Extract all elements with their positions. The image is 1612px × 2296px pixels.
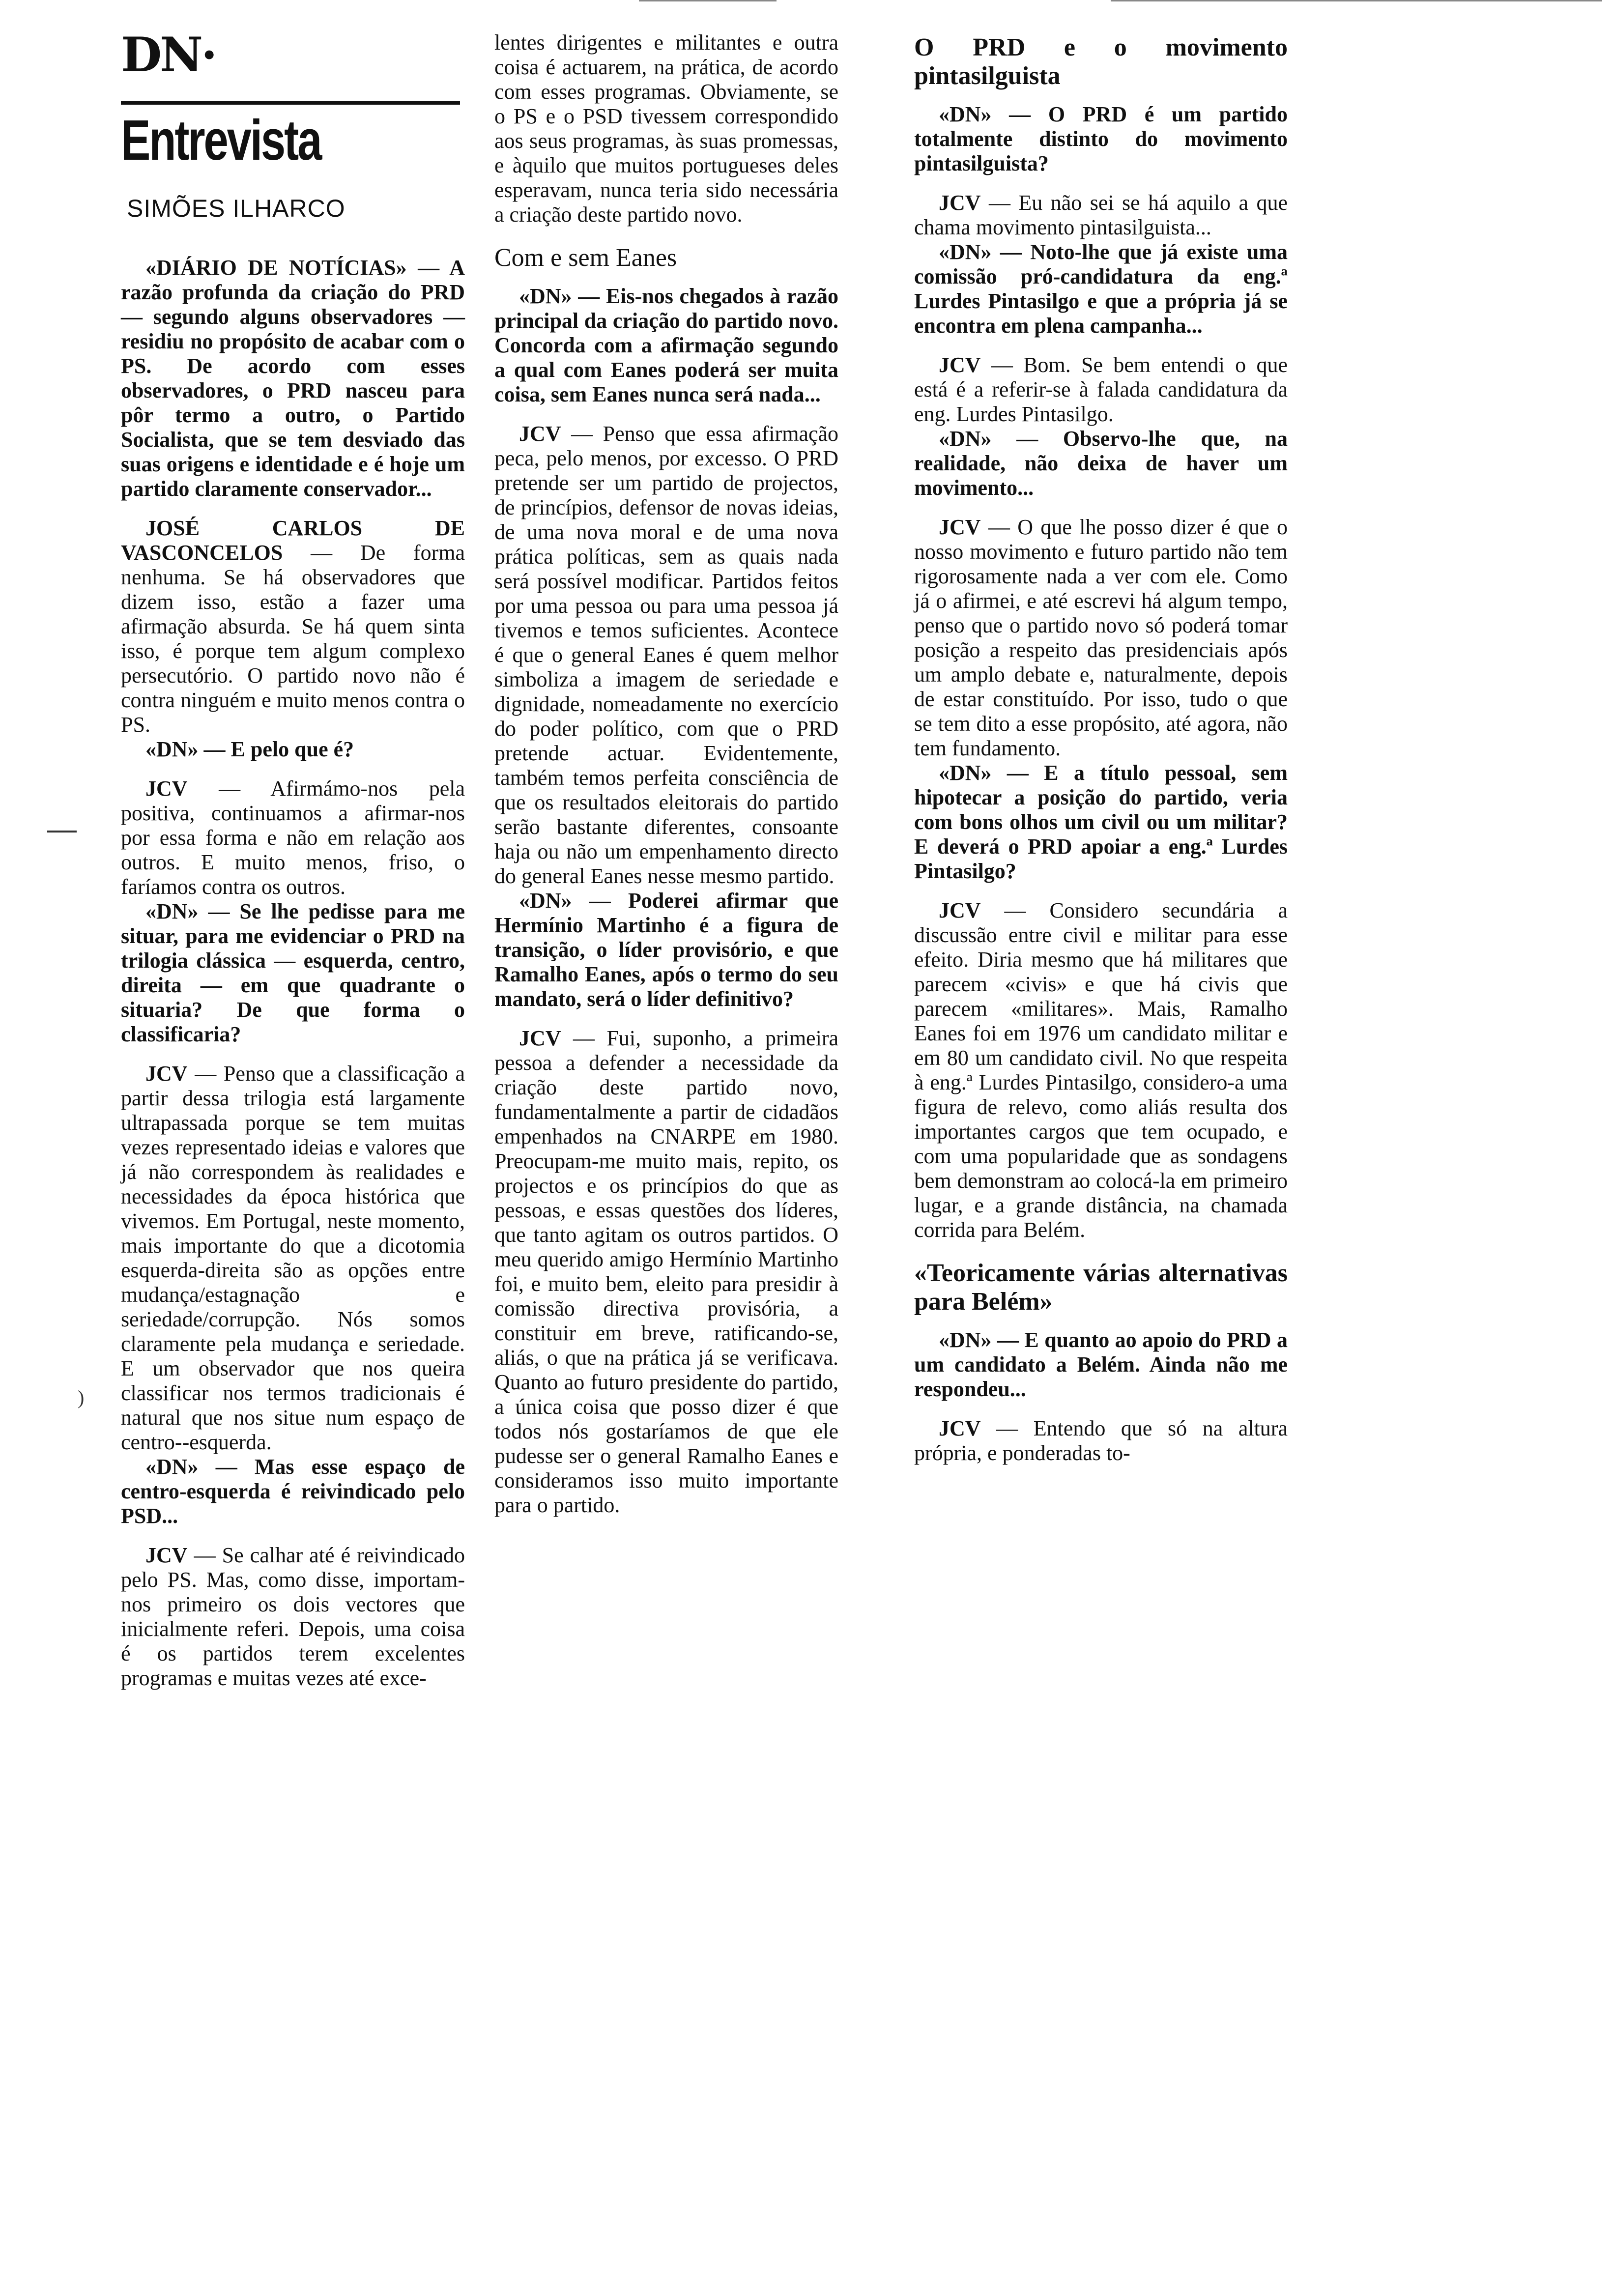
interviewer-question: «DN» — Observo-lhe que, na realidade, não deixa de haver um movimento... [914,427,1288,500]
answer-text: — O que lhe posso dizer é que o nosso movimento e futuro partido não tem rigorosamente nada a ver com ele. Como já o afirmei, e até escrevi há algum tempo, penso que o partido novo só poderá tomar posição a respeito das presidenciais após um amplo debate e, naturalmente, depois de estar constituído. Por isso, tudo o que se tem dito a esse propósito, até agora, não tem fundamento. [914,515,1288,760]
answer-text: — Bom. Se bem entendi o que está é a referir-se à falada candidatura da eng. Lurdes Pintasilgo. [914,353,1288,426]
column-1 [121,0,465,2296]
interviewer-question: «DN» — Poderei afirmar que Hermínio Martinho é a figura de transição, o líder provisório, e que Ramalho Eanes, após o termo do seu mandato, será o líder definitivo? [494,889,838,1011]
interviewer-question: «DN» — E a título pessoal, sem hipotecar a posição do partido, veria com bons olhos um civil ou um militar? E deverá o PRD apoiar a eng.ª Lurdes Pintasilgo? [914,761,1288,883]
answer-text: — Se calhar até é reivindicado pelo PS. Mas, como disse, importam-nos primeiro os dois vectores que inicialmente referi. Depois, uma coisa é os partidos terem excelentes programas e muitas vezes até exce- [121,1543,465,1690]
margin-mark-dash [47,831,77,832]
speaker-label: JCV [939,191,981,215]
interviewee-answer [121,1543,465,1691]
speaker-label: JCV [519,422,561,446]
interviewee-answer [914,191,1288,240]
author-byline: SIMÕES ILHARCO [127,195,345,222]
speaker-label: JOSÉ CARLOS DE VASCONCELOS [121,516,465,565]
answer-text: — Penso que essa afirmação peca, pelo menos, por excesso. O PRD pretende ser um partido de projectos, de princípios, defensor de novas ideias, de uma nova moral e de uma nova prática políticas, sem as quais nada será possível modificar. Partidos feitos por uma pessoa ou para uma pessoa já tivemos e temos suficientes. Acontece é que o general Eanes é quem melhor simboliza a imagem de seriedade e dignidade, nomeadamente no exercício do poder político, com que o PRD pretende actuar. Evidentemente, também temos perfeita consciência de que os resultados eleitorais do partido serão bastante diferentes, consoante haja ou não um empenhamento directo do general Eanes nesse mesmo partido. [494,422,838,888]
answer-text: — Fui, suponho, a primeira pessoa a defender a necessidade da criação deste partido novo, fundamentalmente a partir de cidadãos empenhados na CNARPE em 1980. Preocupam-me muito mais, repito, os projectos e os princípios do que as pessoas, e essas questões dos líderes, que tanto agitam os outros partidos. O meu querido amigo Hermínio Martinho foi, e muito bem, eleito para presidir à comissão directiva provisória, a constituir em breve, ratificando-se, aliás, o que na prática já se verificava. Quanto ao futuro presidente do partido, a única coisa que posso dizer é que todos nós gostaríamos de que ele pudesse ser o general Ramalho Eanes e consideramos isso muito importante para o partido. [494,1026,838,1517]
answer-text: — Entendo que só na altura própria, e ponderadas to- [914,1416,1288,1465]
interviewee-answer [121,1062,465,1455]
column-2-text [494,30,838,1518]
interviewer-question: «DN» — E quanto ao apoio do PRD a um candidato a Belém. Ainda não me respondeu... [914,1328,1288,1401]
interviewer-question: «DN» — Noto-lhe que já existe uma comissão pró-candidatura da eng.ª Lurdes Pintasilgo e que a própria já se encontra em plena campanha... [914,240,1288,338]
column-1-text [121,256,465,1691]
interviewee-answer [914,515,1288,761]
interviewer-question: «DN» — O PRD é um partido totalmente distinto do movimento pintasilguista? [914,102,1288,175]
interviewee-answer [914,898,1288,1242]
answer-text: — De forma nenhuma. Se há observadores que dizem isso, estão a fazer uma afirmação absurda. Se há quem sinta isso, é porque tem algum complexo persecutório. O partido novo não é contra ninguém e muito menos contra o PS. [121,541,465,737]
interviewee-answer [121,776,465,899]
column-3 [914,0,1288,2296]
masthead-rule [121,101,460,105]
speaker-label: JCV [939,1416,981,1440]
answer-text: — Penso que a classificação a partir dessa trilogia está largamente ultrapassada porque se tem muitas vezes representado ideias e valores que já não correspondem às realidades e necessidades da época histórica que vivemos. Em Portugal, neste momento, mais importante do que a dicotomia esquerda-direita são as opções entre mudança/estagnação e seriedade/corrupção. Nós somos claramente pela mudança e seriedade. E um observador que nos queira classificar nos termos tradicionais é natural que nos situe num espaço de centro--esquerda. [121,1062,465,1454]
interviewer-question: «DIÁRIO DE NOTÍCIAS» — A razão profunda da criação do PRD — segundo alguns observadores — residiu no propósito de acabar com o PS. De acordo com esses observadores, o PRD nasceu para pôr termo a outro, o Partido Socialista, que se tem desviado das suas origens e identidade e é hoje um partido claramente conservador... [121,256,465,501]
speaker-label: JCV [145,776,188,801]
interviewee-answer [914,353,1288,427]
speaker-label: JCV [939,515,981,539]
interviewer-question: «DN» — Eis-nos chegados à razão principal da criação do partido novo. Concorda com a afirmação segundo a qual com Eanes poderá ser muita coisa, sem Eanes nunca será nada... [494,284,838,406]
answer-text: — Considero secundária a discussão entre civil e militar para esse efeito. Diria mesmo que há militares que parecem «civis» e que há civis que parecem «militares». Mais, Ramalho Eanes foi em 1976 um candidato militar e em 80 um candidato civil. No que respeita à eng.ª Lurdes Pintasilgo, considero-a uma figura de relevo, como aliás resulta dos importantes cargos que tem ocupado, e com uma popularidade que as sondagens bem demonstram ao colocá-la em primeiro lugar, e a grande distância, na chamada corrida para Belém. [914,898,1288,1242]
speaker-label: JCV [519,1026,561,1050]
margin-mark-paren: ) [78,1386,85,1408]
answer-text: — Eu não sei se há aquilo a que chama movimento pintasilguista... [914,191,1288,239]
interviewer-question: «DN» — E pelo que é? [145,737,354,761]
masthead-logo: DN· [121,27,216,83]
column-3-text [914,17,1288,1465]
interviewee-answer [914,1416,1288,1465]
interviewer-question: «DN» — Mas esse espaço de centro-esquerda é reivindicado pelo PSD... [121,1455,465,1528]
subheading: «Teoricamente várias alternativas para Belém» [914,1259,1288,1316]
speaker-label: JCV [145,1062,188,1086]
column-2 [494,0,838,2296]
interviewee-answer [494,1026,838,1518]
interviewee-answer [494,422,838,889]
interviewer-question: «DN» — Se lhe pedisse para me situar, para me evidenciar o PRD na trilogia clássica — esquerda, centro, direita — em que quadrante o situaria? De que forma o classificaria? [121,899,465,1046]
speaker-label: JCV [939,353,981,377]
speaker-label: JCV [145,1543,188,1567]
subheading: Com e sem Eanes [494,244,677,272]
section-title: Entrevista [121,108,321,172]
interviewee-answer [121,516,465,737]
speaker-label: JCV [939,898,981,922]
continued-paragraph: lentes dirigentes e militantes e outra coisa é actuarem, na prática, de acordo com esses programas. Obviamente, se o PS e o PSD tivessem correspondido aos seus programas, às suas promessas, e àquilo que muitos portugueses deles esperavam, nunca teria sido necessária a criação deste partido novo. [494,30,838,227]
subheading: O PRD e o movimento pintasilguista [914,33,1288,90]
answer-text: — Afirmámo-nos pela positiva, continuamos a afirmar-nos por essa forma e não em relação aos outros. E muito menos, friso, o faríamos contra os outros. [121,776,465,899]
